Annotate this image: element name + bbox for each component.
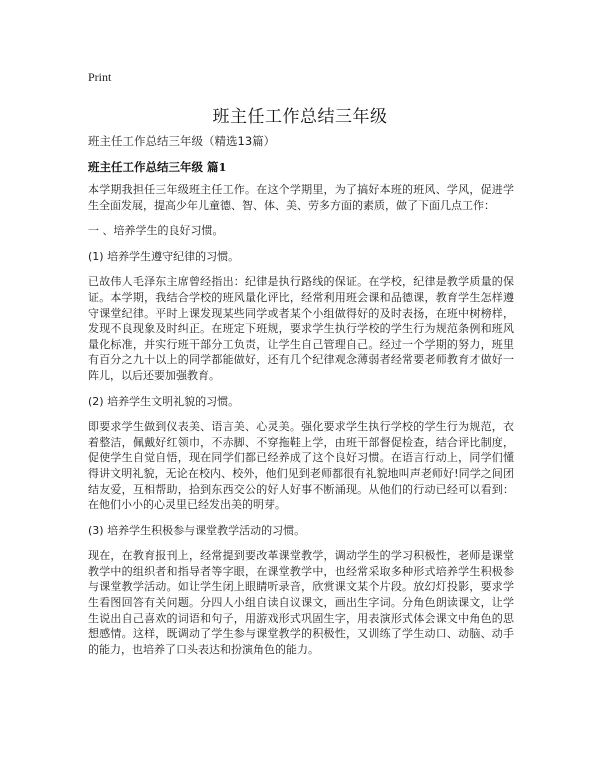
paragraph-heading-habits: 一 、培养学生的良好习惯。 bbox=[88, 224, 224, 238]
print-link[interactable]: Print bbox=[88, 70, 112, 84]
document-subtitle: 班主任工作总结三年级（精选13篇） bbox=[88, 134, 276, 148]
section-heading: 班主任工作总结三年级 篇1 bbox=[88, 160, 227, 174]
paragraph-discipline: 已故伟人毛泽东主席曾经指出：纪律是执行路线的保证。在学校，纪律是教学质量的保证。本学期，我结合学校的班风量化评比，经常利用班会课和品德课，教育学生怎样遵守课堂纪律。平时上课发现某些同学或者某个小组做得好的及时表扬，在班中树榜样，发现不良现象及时纠正。在班定下班规，要求学生执行学校的学生行为规范条例和班风量化标准，并实行班干部分工负责，让学生自己管理自己。经过一个学期的努力，班里有百分之九十以上的同学都能做好，还有几个纪律观念薄弱者经常要老师教育才做好一阵儿，以后还要加强教育。 bbox=[88, 275, 514, 382]
paragraph-intro: 本学期我担任三年级班主任工作。在这个学期里，为了搞好本班的班风、学风，促进学生全面发展，提高少年儿童德、智、体、美、劳多方面的素质，做了下面几点工作： bbox=[88, 183, 514, 212]
document-title: 班主任工作总结三年级 bbox=[212, 107, 388, 127]
paragraph-courtesy: 即要求学生做到仪表美、语言美、心灵美。强化要求学生执行学校的学生行为规范，衣着整洁，佩戴好红领巾，不赤脚、不穿拖鞋上学，由班干部督促检查，结合评比制度，促使学生自觉自悟，现在同学们都已经养成了这个良好习惯。在语言行动上，同学们懂得讲文明礼貌，无论在校内、校外，他们见到老师都很有礼貌地叫声老师好!同学之间团结友爱，互相帮助，拾到东西交公的好人好事不断涌现。从他们的行动已经可以看到：在他们小小的心灵里已经发出美的明芽。 bbox=[88, 420, 514, 512]
paragraph-subheading-discipline: (1) 培养学生遵守纪律的习惯。 bbox=[88, 249, 240, 263]
paragraph-subheading-courtesy: (2) 培养学生文明礼貌的习惯。 bbox=[88, 394, 240, 408]
paragraph-subheading-participation: (3) 培养学生积极参与课堂教学活动的习惯。 bbox=[88, 523, 306, 537]
document-body bbox=[88, 182, 514, 667]
paragraph-participation: 现在，在教育报刊上，经常提到要改革课堂教学，调动学生的学习积极性，老师是课堂教学中的组织者和指导者等字眼，在课堂教学中，也经常采取多种形式培养学生积极参与课堂教学活动。如让学生闭上眼睛听录音，欣赏课文某个片段。放幻灯投影，要求学生看图回答有关问题。分四人小组自读自议课文，画出生字词。分角色朗读课文，让学生说出自己喜欢的词语和句子，用游戏形式巩固生字，用表演形式体会课文中角色的思想感情。这样，既调动了学生参与课堂教学的积极性，又训练了学生动口、动脑、动手的能力，也培养了口头表达和扮演角色的能力。 bbox=[88, 549, 514, 656]
